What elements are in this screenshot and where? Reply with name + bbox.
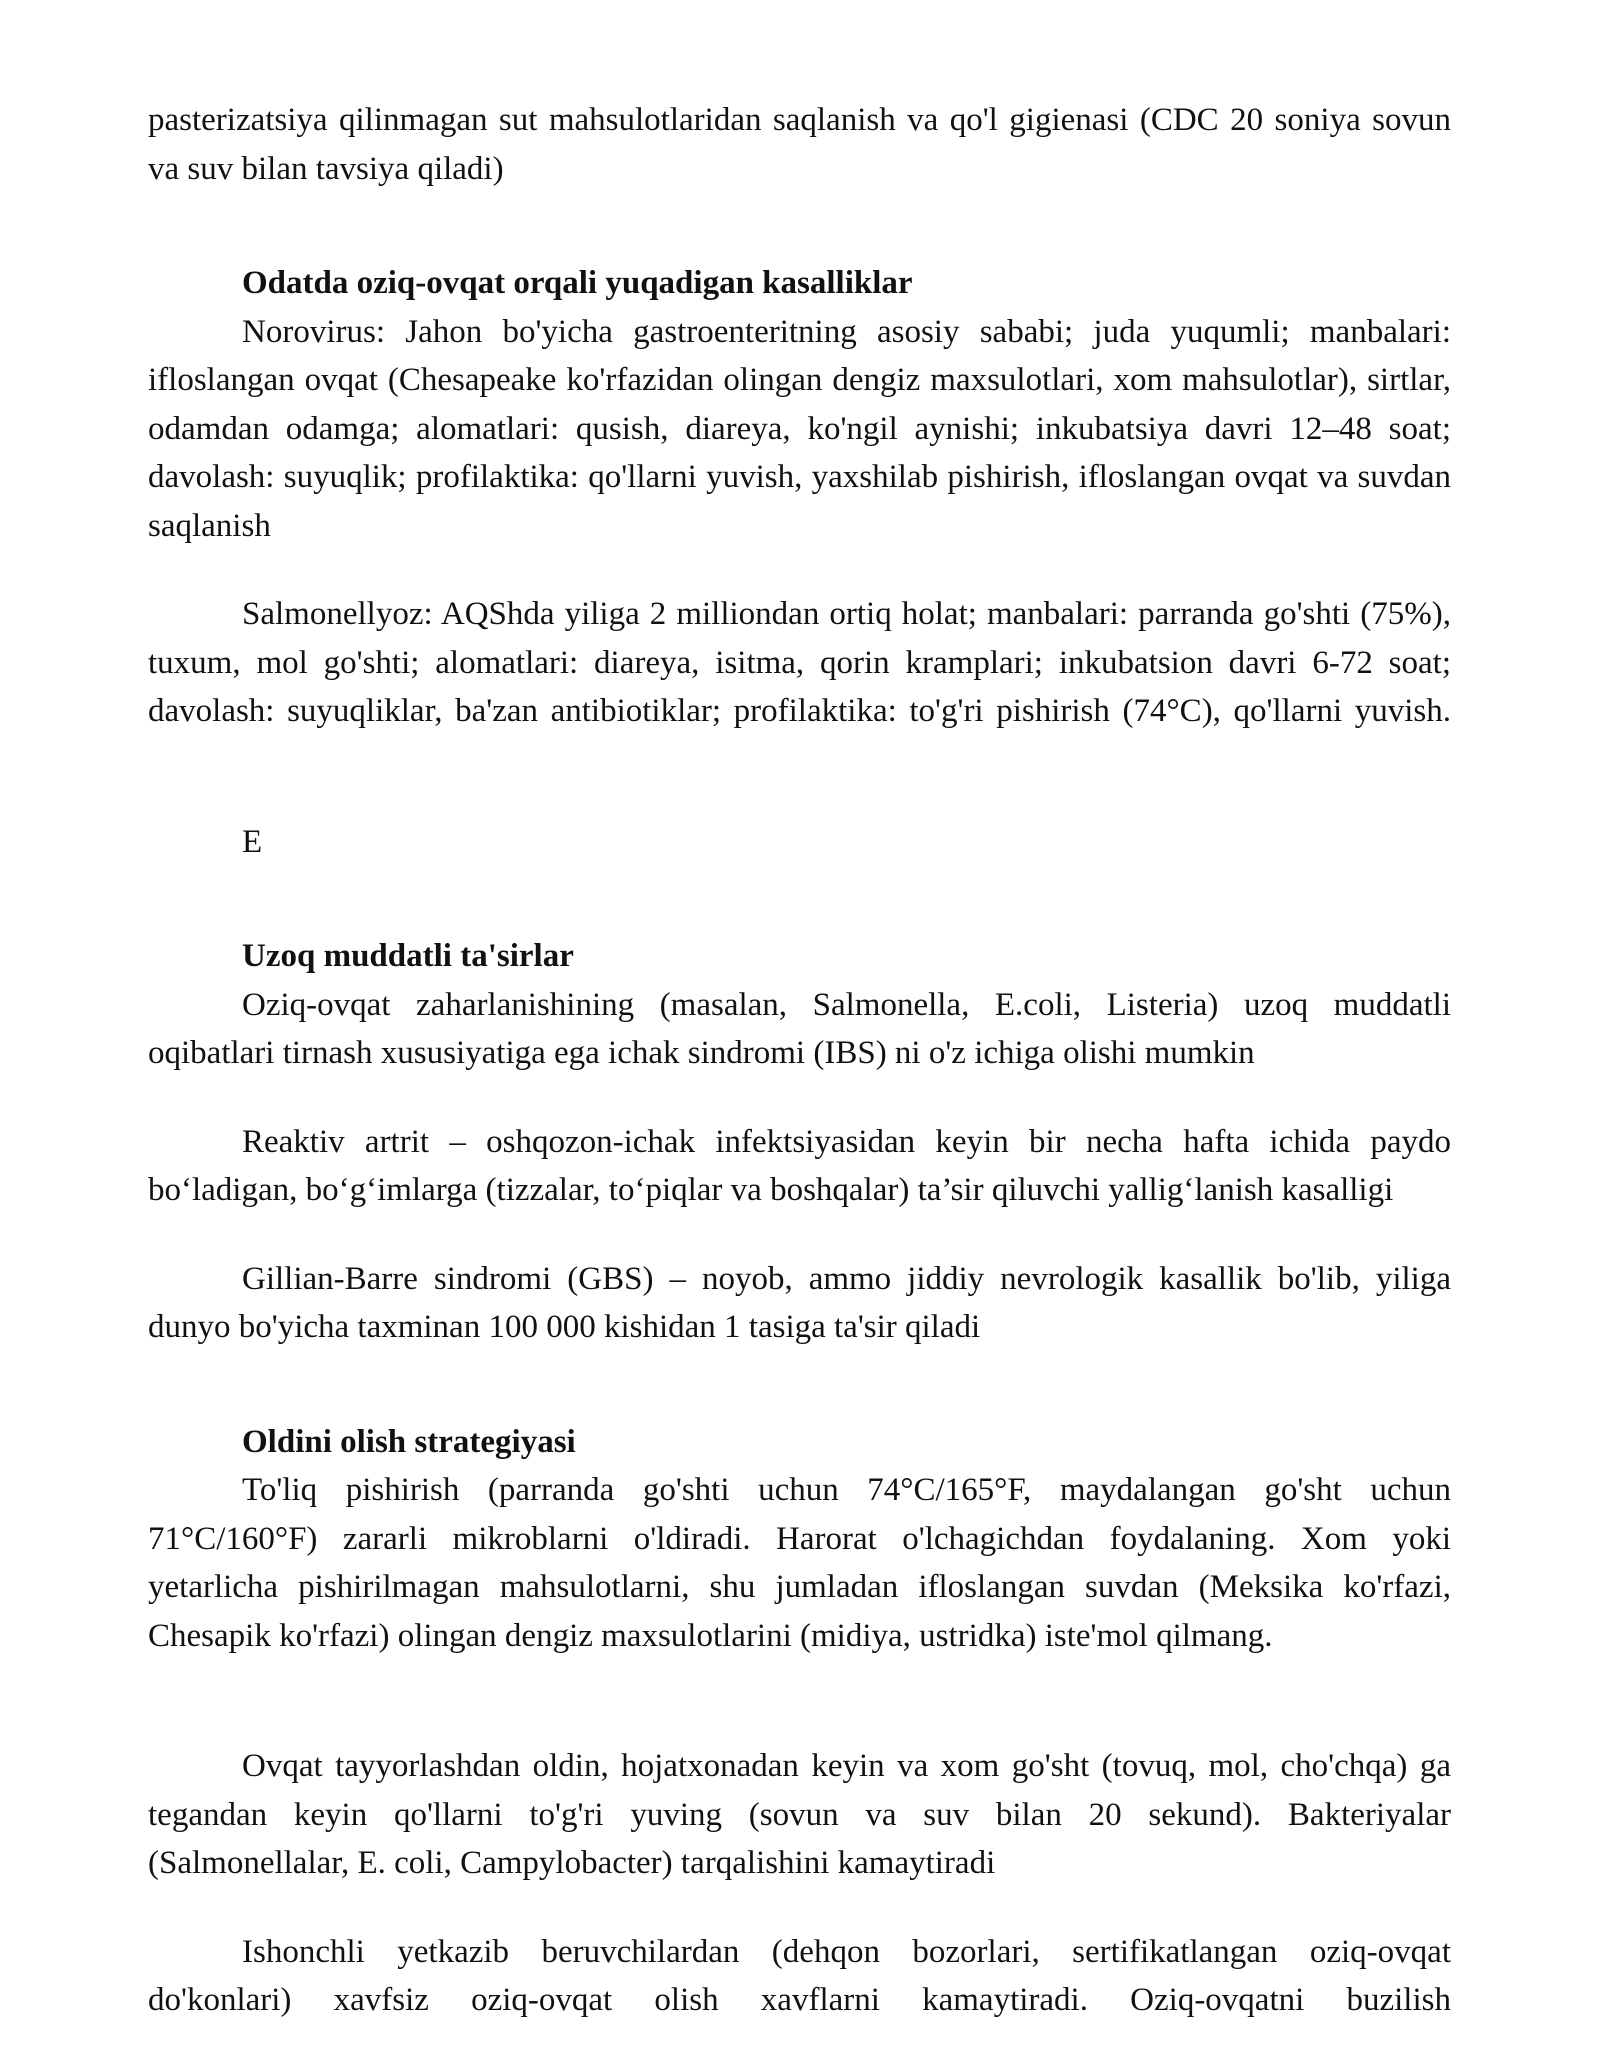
paragraph-thorough-cooking: To'liq pishirish (parranda go'shti uchun 74°C/165°F, maydalangan go'sht uchun 71°C/160°F) zararli mikroblarni o'ldiradi. Harorat o'lchagichdan foydalaning. Xom yoki yetarlicha pishirilmagan mahsulotlarni, shu jumladan ifloslangan suvdan (Meksika ko'rfazi, Chesapik ko'rfazi) olingan dengiz maxsulotlarini (midiya, ustridka) iste'mol qilmang. bbox=[148, 1472, 1451, 1654]
heading-prevention-strategy: Oldini olish strategiyasi bbox=[242, 1423, 576, 1460]
paragraph-reactive-arthritis: Reaktiv artrit – oshqozon-ichak infektsiyasidan keyin bir necha hafta ichida paydo bo‘ladigan, bo‘g‘imlarga (tizzalar, to‘piqlar va boshqalar) ta’sir qiluvchi yallig‘lanish kasalligi bbox=[148, 1123, 1451, 1208]
paragraph-guillain-barre: Gillian-Barre sindromi (GBS) – noyob, ammo jiddiy nevrologik kasallik bo'lib, yiliga dunyo bo'yicha taxminan 100 000 kishidan 1 tasiga ta'sir qiladi bbox=[148, 1260, 1451, 1345]
paragraph-salmonellosis: Salmonellyoz: AQShda yiliga 2 milliondan ortiq holat; manbalari: parranda go'shti (75%), tuxum, mol go'shti; alomatlari: diareya, isitma, qorin kramplari; inkubatsion davri 6-72 soat; davolash: suyuqliklar, ba'zan antibiotiklar; profilaktika: to'g'ri pishirish (74°C), qo'llarni yuvish. bbox=[148, 596, 1451, 729]
paragraph-ibs: Oziq-ovqat zaharlanishining (masalan, Salmonella, E.coli, Listeria) uzoq muddatli oqibatlari tirnash xususiyatiga ega ichak sindromi (IBS) ni o'z ichiga olishi mumkin bbox=[148, 986, 1451, 1071]
paragraph-reliable-suppliers: Ishonchli yetkazib beruvchilardan (dehqon bozorlari, sertifikatlangan oziq-ovqat do'konlari) xavfsiz oziq-ovqat olish xavflarni kamaytiradi. Oziq-ovqatni buzilish bbox=[148, 1933, 1451, 2018]
paragraph-hand-washing: Ovqat tayyorlashdan oldin, hojatxonadan keyin va xom go'sht (tovuq, mol, cho'chqa) ga tegandan keyin qo'llarni to'g'ri yuving (sovun va suv bilan 20 sekund). Bakteriyalar (Salmonellalar, E. coli, Campylobacter) tarqalishini kamaytiradi bbox=[148, 1748, 1451, 1881]
document-page bbox=[148, 96, 1451, 2025]
paragraph-hygiene-continuation: pasterizatsiya qilinmagan sut mahsulotlaridan saqlanish va qo'l gigienasi (CDC 20 soniya sovun va suv bilan tavsiya qiladi) bbox=[148, 102, 1451, 187]
heading-common-foodborne-diseases: Odatda oziq-ovqat orqali yuqadigan kasalliklar bbox=[242, 265, 913, 301]
paragraph-lone-letter: E bbox=[242, 823, 263, 860]
paragraph-norovirus: Norovirus: Jahon bo'yicha gastroenteritning asosiy sababi; juda yuqumli; manbalari: ifloslangan ovqat (Chesapeake ko'rfazidan olingan dengiz maxsulotlari, xom mahsulotlar), sirtlar, odamdan odamga; alomatlari: qusish, diareya, ko'ngil aynishi; inkubatsiya davri 12–48 soat; davolash: suyuqlik; profilaktika: qo'llarni yuvish, yaxshilab pishirish, ifloslangan ovqat va suvdan saqlanish bbox=[148, 313, 1451, 544]
heading-long-term-effects: Uzoq muddatli ta'sirlar bbox=[242, 938, 574, 974]
